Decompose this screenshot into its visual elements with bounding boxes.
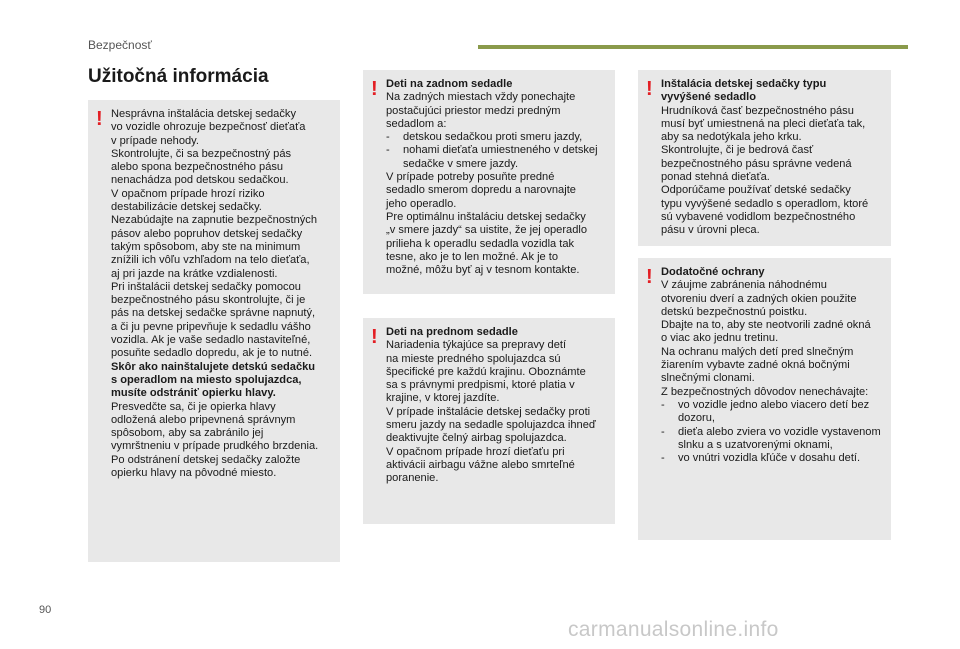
text-line: odložená alebo pripevnená správnym [111, 413, 296, 426]
exclamation-warning-icon: ! [371, 78, 378, 100]
text-line: bezpečnostného pásu skontrolujte, či je [111, 294, 306, 307]
text-line: aktivácii airbagu vážne alebo smrteľné [386, 458, 575, 471]
text-line: Nesprávna inštalácia detskej sedačky [111, 108, 296, 120]
info-box-child-seat-installation [88, 100, 340, 562]
bold-text-line: Skôr ako nainštalujete detskú sedačku [111, 360, 316, 373]
text-line: V záujme zabránenia náhodnému [661, 279, 827, 292]
box4-title [661, 78, 883, 105]
list-dash: - [386, 131, 390, 144]
bold-text-line: s operadlom na miesto spolujazdca, [111, 373, 302, 386]
text-line: posuňte sedadlo dopredu, ak je to nutné. [111, 347, 313, 360]
text-line: V prípade inštalácie detskej sedačky proti [386, 405, 591, 418]
exclamation-warning-icon: ! [96, 108, 103, 130]
text-line: smeru jazdy na sedadle spolujazdca ihneď [386, 419, 596, 432]
text-line: nenachádza pod detskou sedačkou. [111, 174, 289, 187]
text-line: na mieste predného spolujazdca sú [386, 352, 561, 365]
box2-text-a [386, 91, 607, 131]
text-line: špecifické pre každú krajinu. Oboznámte [386, 365, 586, 378]
list-dash: - [661, 452, 665, 465]
text-line: V opačnom prípade hrozí riziko [111, 187, 265, 200]
text-line: postačujúci priestor medzi predným [386, 104, 561, 117]
box1-after-text [111, 401, 332, 481]
text-line: Hrudníková časť bezpečnostného pásu [661, 104, 854, 117]
text-line: Dbajte na to, aby ste neotvorili zadné okná [661, 319, 871, 332]
exclamation-warning-icon: ! [371, 326, 378, 348]
text-line: musí byť umiestnená na pleci dieťaťa tak, [661, 117, 866, 130]
list-item-text: nohami dieťaťa umiestneného v detskej sedačke v smere jazdy. [403, 144, 598, 170]
text-line: Odporúčame používať detské sedačky [661, 184, 851, 197]
text-line: pásov alebo popruhov detskej sedačky [111, 227, 303, 240]
section-label: Bezpečnosť [88, 38, 152, 52]
text-line: znížili ich vôľu vzhľadom na telo dieťaťa, [111, 254, 310, 267]
text-line: slnečnými clonami. [661, 372, 755, 385]
list-item [386, 131, 607, 144]
info-box-additional-protection [638, 258, 891, 540]
text-line: možné, môžu byť aj v tesnom kontakte. [386, 264, 580, 277]
list-item [661, 399, 883, 426]
text-line: „v smere jazdy“ sa uistite, že jej operadlo [386, 224, 588, 237]
list-dash: - [661, 425, 665, 438]
text-line: tesne, ako je to len možné. Ak je to [386, 250, 559, 263]
text-line: a či ju pevne pripevňuje k sedadlu vášho [111, 320, 311, 333]
text-line: alebo spona bezpečnostného pásu [111, 161, 284, 174]
text-line: opierku hlavy na pôvodné miesto. [111, 467, 277, 480]
text-line: krajine, v ktorej jazdíte. [386, 392, 500, 405]
text-line: Pri inštalácii detskej sedačky pomocou [111, 280, 301, 293]
text-line: Skontrolujte, či je bedrová časť [661, 144, 814, 157]
box5-list [661, 399, 883, 465]
box1-text [111, 108, 332, 361]
text-line: vozidla. Ak je vaše sedadlo nastaviteľné, [111, 334, 311, 347]
text-line: Nezabúdajte na zapnutie bezpečnostných [111, 214, 317, 227]
text-line: žiarením vybavte zadné okná bočnými [661, 359, 850, 372]
exclamation-warning-icon: ! [646, 78, 653, 100]
text-line: vymrštneniu v prípade prudkého brzdenia. [111, 440, 319, 453]
box3-title: Deti na prednom sedadle [386, 326, 518, 338]
page-title: Užitočná informácia [88, 66, 269, 87]
watermark: carmanualsonline.info [568, 618, 779, 641]
title-line: Inštalácia detskej sedačky typu [661, 78, 827, 90]
text-line: Nariadenia týkajúce sa prepravy detí [386, 339, 567, 352]
text-line: ponad stehná dieťaťa. [661, 171, 770, 184]
exclamation-warning-icon: ! [646, 266, 653, 288]
text-line: V prípade potreby posuňte predné [386, 171, 555, 184]
box2-list [386, 131, 607, 171]
box3-text [386, 339, 607, 485]
text-line: pás na detskej sedačke správne napnutý, [111, 307, 316, 320]
text-line: deaktivujte čelný airbag spolujazdca. [386, 432, 567, 445]
info-box-front-seat [363, 318, 615, 524]
title-line: vyvýšené sedadlo [661, 91, 756, 104]
text-line: sedadlom a: [386, 117, 447, 130]
text-line: Na zadných miestach vždy ponechajte [386, 91, 576, 104]
list-item [661, 426, 883, 453]
box5-title: Dodatočné ochrany [661, 266, 765, 278]
text-line: otvoreniu dverí a zadných okien použite [661, 292, 857, 305]
text-line: jeho operadlo. [386, 197, 457, 210]
text-line: poranenie. [386, 472, 439, 485]
info-box-rear-seat [363, 70, 615, 294]
list-dash: - [386, 144, 390, 157]
page-number: 90 [39, 604, 52, 616]
text-line: sa s právnymi predpismi, ktoré platia v [386, 379, 575, 392]
text-line: spôsobom, aby sa zabránilo jej [111, 427, 264, 440]
text-line: Po odstránení detskej sedačky založte [111, 453, 301, 466]
text-line: detskú bezpečnostnú poistku. [661, 305, 808, 318]
info-box-booster-seat [638, 70, 891, 246]
text-line: typu vyvýšené sedadlo s operadlom, ktoré [661, 197, 869, 210]
text-line: Presvedčte sa, či je opierka hlavy [111, 400, 276, 413]
bold-text-line: musíte odstrániť opierku hlavy. [111, 387, 276, 400]
box4-text [661, 105, 883, 238]
text-line: prilieha k operadlu sedadla vozidla tak [386, 237, 575, 250]
text-line: sedadlo smerom dopredu a narovnajte [386, 184, 576, 197]
box2-text-b [386, 171, 607, 277]
text-line: V opačnom prípade hrozí dieťaťu pri [386, 445, 565, 458]
text-line: destabilizácie detskej sedačky. [111, 201, 262, 214]
text-line: pásu v úrovni pleca. [661, 224, 760, 237]
text-line: Z bezpečnostných dôvodov nenechávajte: [661, 385, 869, 398]
text-line: aj pri jazde na krátke vzdialenosti. [111, 267, 278, 280]
text-line: bezpečnostného pásu správne vedená [661, 157, 852, 170]
list-item-text: vo vozidle jedno alebo viacero detí bez dozoru, [678, 398, 870, 425]
text-line: sú vybavené vodidlom bezpečnostného [661, 210, 856, 223]
list-item-text: dieťa alebo zviera vo vozidle vystavenom slnku a s uzatvorenými oknami, [678, 425, 881, 451]
box5-text-a [661, 279, 883, 399]
list-item-text: vo vnútri vozidla kľúče v dosahu detí. [678, 452, 861, 465]
text-line: o viac ako jednu tretinu. [661, 332, 779, 345]
text-line: aby sa nedotýkala jeho krku. [661, 131, 802, 144]
box1-bold-text [111, 361, 332, 401]
header-divider [478, 45, 908, 49]
list-item [386, 144, 607, 171]
text-line: vo vozidle ohrozuje bezpečnosť dieťaťa [111, 121, 306, 134]
text-line: Pre optimálnu inštaláciu detskej sedačky [386, 210, 586, 223]
text-line: v prípade nehody. [111, 134, 199, 147]
text-line: takým spôsobom, aby ste na minimum [111, 240, 301, 253]
text-line: Na ochranu malých detí pred slnečným [661, 345, 854, 358]
list-dash: - [661, 398, 665, 411]
text-line: Skontrolujte, či sa bezpečnostný pás [111, 147, 292, 160]
box2-title: Deti na zadnom sedadle [386, 78, 513, 90]
list-item-text: detskou sedačkou proti smeru jazdy, [403, 131, 583, 144]
list-item [661, 452, 883, 465]
